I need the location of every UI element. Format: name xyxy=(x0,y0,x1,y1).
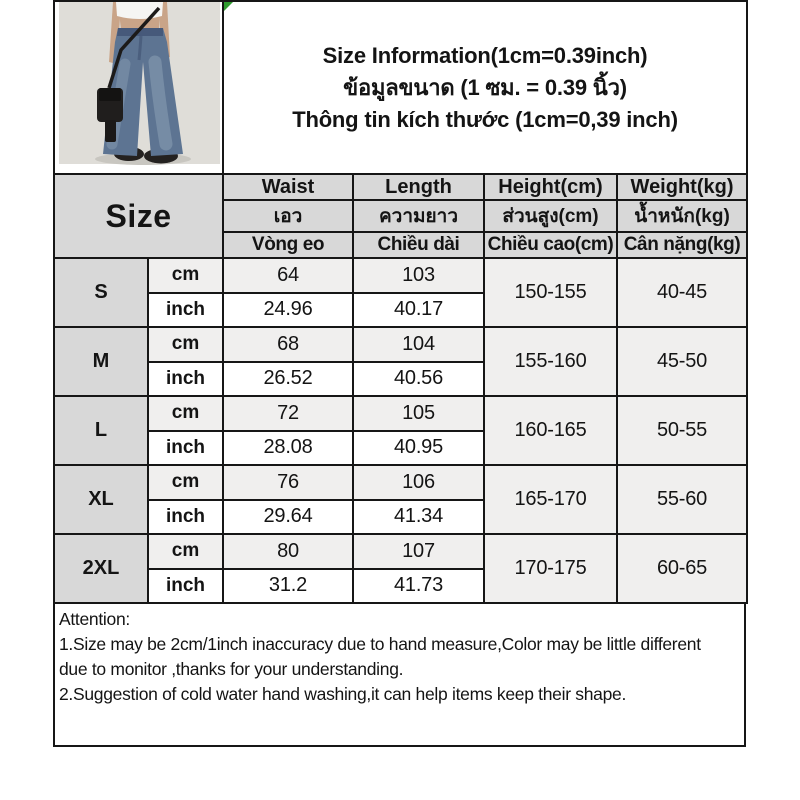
length-inch-value: 40.95 xyxy=(353,431,484,466)
col-waist-en: Waist xyxy=(223,174,353,200)
height-range: 150-155 xyxy=(484,258,617,327)
col-weight-th: น้ำหนัก(kg) xyxy=(617,200,747,232)
length-inch-value: 40.56 xyxy=(353,362,484,397)
attention-note-line: 2.Suggestion of cold water hand washing,it can help items keep their shape. xyxy=(59,684,627,704)
waist-cm-value: 68 xyxy=(223,327,353,362)
col-length-en: Length xyxy=(353,174,484,200)
waist-cm-value: 72 xyxy=(223,396,353,431)
attention-box xyxy=(53,602,746,747)
height-range: 155-160 xyxy=(484,327,617,396)
unit-cm-label: cm xyxy=(148,534,223,569)
waist-inch-value: 31.2 xyxy=(223,569,353,604)
title-thai: ข้อมูลขนาด (1 ซม. = 0.39 นิ้ว) xyxy=(343,75,627,100)
size-header: Size xyxy=(54,174,223,258)
col-weight-vi: Cân nặng(kg) xyxy=(617,232,747,258)
size-label: L xyxy=(54,396,148,465)
length-cm-value: 104 xyxy=(353,327,484,362)
length-cm-value: 105 xyxy=(353,396,484,431)
table-row xyxy=(54,327,747,362)
table-row xyxy=(54,534,747,569)
waist-cm-value: 80 xyxy=(223,534,353,569)
title-english: Size Information(1cm=0.39inch) xyxy=(322,43,648,68)
length-cm-value: 106 xyxy=(353,465,484,500)
length-cm-value: 107 xyxy=(353,534,484,569)
unit-cm-label: cm xyxy=(148,465,223,500)
height-range: 165-170 xyxy=(484,465,617,534)
col-height-en: Height(cm) xyxy=(484,174,617,200)
waist-inch-value: 29.64 xyxy=(223,500,353,535)
size-chart-sheet xyxy=(53,0,746,747)
size-label: 2XL xyxy=(54,534,148,603)
green-corner-flag-icon xyxy=(224,2,233,11)
unit-cm-label: cm xyxy=(148,258,223,293)
unit-inch-label: inch xyxy=(148,500,223,535)
unit-cm-label: cm xyxy=(148,327,223,362)
col-height-th: ส่วนสูง(cm) xyxy=(484,200,617,232)
waist-inch-value: 26.52 xyxy=(223,362,353,397)
col-waist-vi: Vòng eo xyxy=(223,232,353,258)
weight-range: 60-65 xyxy=(617,534,747,603)
waist-cm-value: 64 xyxy=(223,258,353,293)
weight-range: 50-55 xyxy=(617,396,747,465)
weight-range: 40-45 xyxy=(617,258,747,327)
title-cell xyxy=(223,1,747,174)
title-vietnamese: Thông tin kích thước (1cm=0,39 inch) xyxy=(292,107,678,132)
size-label: XL xyxy=(54,465,148,534)
size-label: S xyxy=(54,258,148,327)
unit-inch-label: inch xyxy=(148,569,223,604)
table-row xyxy=(54,258,747,293)
size-label: M xyxy=(54,327,148,396)
height-range: 160-165 xyxy=(484,396,617,465)
col-weight-en: Weight(kg) xyxy=(617,174,747,200)
height-range: 170-175 xyxy=(484,534,617,603)
weight-range: 45-50 xyxy=(617,327,747,396)
col-length-th: ความยาว xyxy=(353,200,484,232)
top-row xyxy=(54,1,747,174)
length-inch-value: 41.34 xyxy=(353,500,484,535)
length-inch-value: 40.17 xyxy=(353,293,484,328)
weight-range: 55-60 xyxy=(617,465,747,534)
header-row-english xyxy=(54,174,747,200)
attention-note-line: 1.Size may be 2cm/1inch inaccuracy due to hand measure,Color may be little different xyxy=(59,634,701,654)
waist-inch-value: 28.08 xyxy=(223,431,353,466)
title-block xyxy=(224,40,746,135)
table-row xyxy=(54,396,747,431)
col-waist-th: เอว xyxy=(223,200,353,232)
attention-heading: Attention: xyxy=(59,609,130,629)
unit-inch-label: inch xyxy=(148,431,223,466)
product-photo xyxy=(55,2,223,168)
col-length-vi: Chiều dài xyxy=(353,232,484,258)
col-height-vi: Chiều cao(cm) xyxy=(484,232,617,258)
waist-inch-value: 24.96 xyxy=(223,293,353,328)
length-inch-value: 41.73 xyxy=(353,569,484,604)
size-table xyxy=(53,0,748,604)
waist-cm-value: 76 xyxy=(223,465,353,500)
unit-cm-label: cm xyxy=(148,396,223,431)
product-photo-cell xyxy=(54,1,223,174)
unit-inch-label: inch xyxy=(148,362,223,397)
length-cm-value: 103 xyxy=(353,258,484,293)
table-row xyxy=(54,465,747,500)
unit-inch-label: inch xyxy=(148,293,223,328)
attention-note-line: due to monitor ,thanks for your understanding. xyxy=(59,659,404,679)
